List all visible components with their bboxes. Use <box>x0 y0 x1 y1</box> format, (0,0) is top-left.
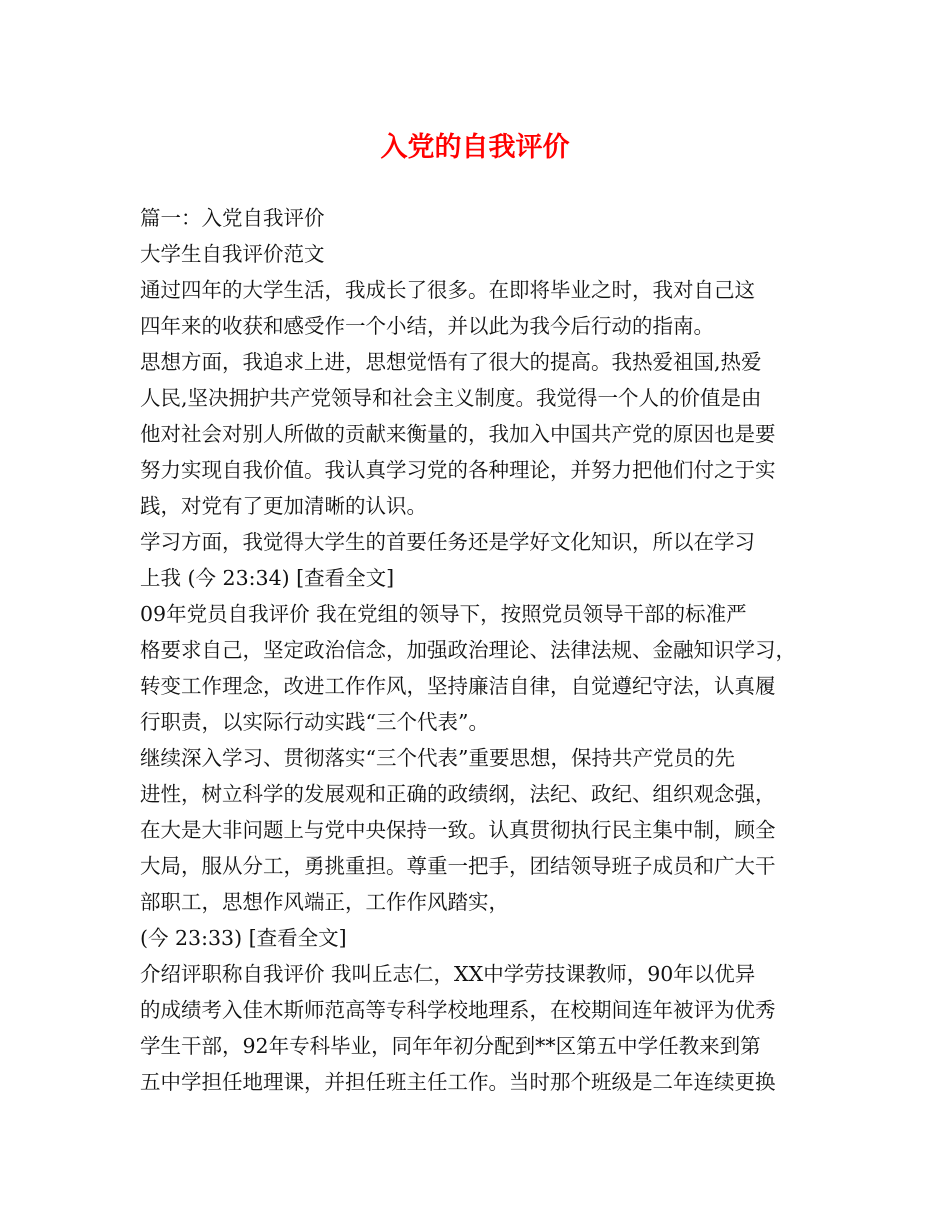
text-line: 践，对党有了更加清晰的认识。 <box>140 494 427 518</box>
text-line: 的成绩考入佳木斯师范高等专科学校地理系，在校期间连年被评为优秀 <box>140 998 776 1022</box>
text-line: 思想方面，我追求上进，思想觉悟有了很大的提高。我热爱祖国,热爱 <box>140 350 762 374</box>
text-line: 努力实现自我价值。我认真学习党的各种理论，并努力把他们付之于实 <box>140 458 776 482</box>
text-line: 篇一：入党自我评价 <box>140 206 325 230</box>
text-line: 部职工，思想作风端正，工作作风踏实， <box>140 890 509 914</box>
text-line: 进性，树立科学的发展观和正确的政绩纲，法纪、政纪、组织观念强， <box>140 782 776 806</box>
text-line: 大学生自我评价范文 <box>140 242 325 266</box>
text-line: 学生干部，92年专科毕业，同年年初分配到**区第五中学任教来到第 <box>140 1034 761 1058</box>
text-line: 介绍评职称自我评价 我叫丘志仁，XX中学劳技课教师，90年以优异 <box>140 962 756 986</box>
text-line: 行职责，以实际行动实践“三个代表”。 <box>140 710 489 734</box>
text-line: 大局，服从分工，勇挑重担。尊重一把手，团结领导班子成员和广大干 <box>140 854 776 878</box>
text-line: 继续深入学习、贯彻落实“三个代表”重要思想，保持共产党员的先 <box>140 746 735 770</box>
text-line: 五中学担任地理课，并担任班主任工作。当时那个班级是二年连续更换 <box>140 1070 776 1094</box>
text-line: 格要求自己，坚定政治信念，加强政治理论、法律法规、金融知识学习， <box>140 638 796 662</box>
text-line: 上我 (今 23:34) [查看全文] <box>140 566 395 590</box>
text-line: 学习方面，我觉得大学生的首要任务还是学好文化知识，所以在学习 <box>140 530 755 554</box>
text-line: (今 23:33) [查看全文] <box>140 926 347 950</box>
text-line: 他对社会对别人所做的贡献来衡量的，我加入中国共产党的原因也是要 <box>140 422 776 446</box>
text-line: 09年党员自我评价 我在党组的领导下，按照党员领导干部的标准严 <box>140 602 747 626</box>
text-line: 在大是大非问题上与党中央保持一致。认真贯彻执行民主集中制，顾全 <box>140 818 776 842</box>
text-line: 通过四年的大学生活，我成长了很多。在即将毕业之时，我对自己这 <box>140 278 755 302</box>
document-title: 入党的自我评价 <box>380 132 570 163</box>
text-line: 四年来的收获和感受作一个小结，并以此为我今后行动的指南。 <box>140 314 714 338</box>
text-line: 人民,坚决拥护共产党领导和社会主义制度。我觉得一个人的价值是由 <box>140 386 762 410</box>
text-line: 转变工作理念，改进工作作风，坚持廉洁自律，自觉遵纪守法，认真履 <box>140 674 776 698</box>
